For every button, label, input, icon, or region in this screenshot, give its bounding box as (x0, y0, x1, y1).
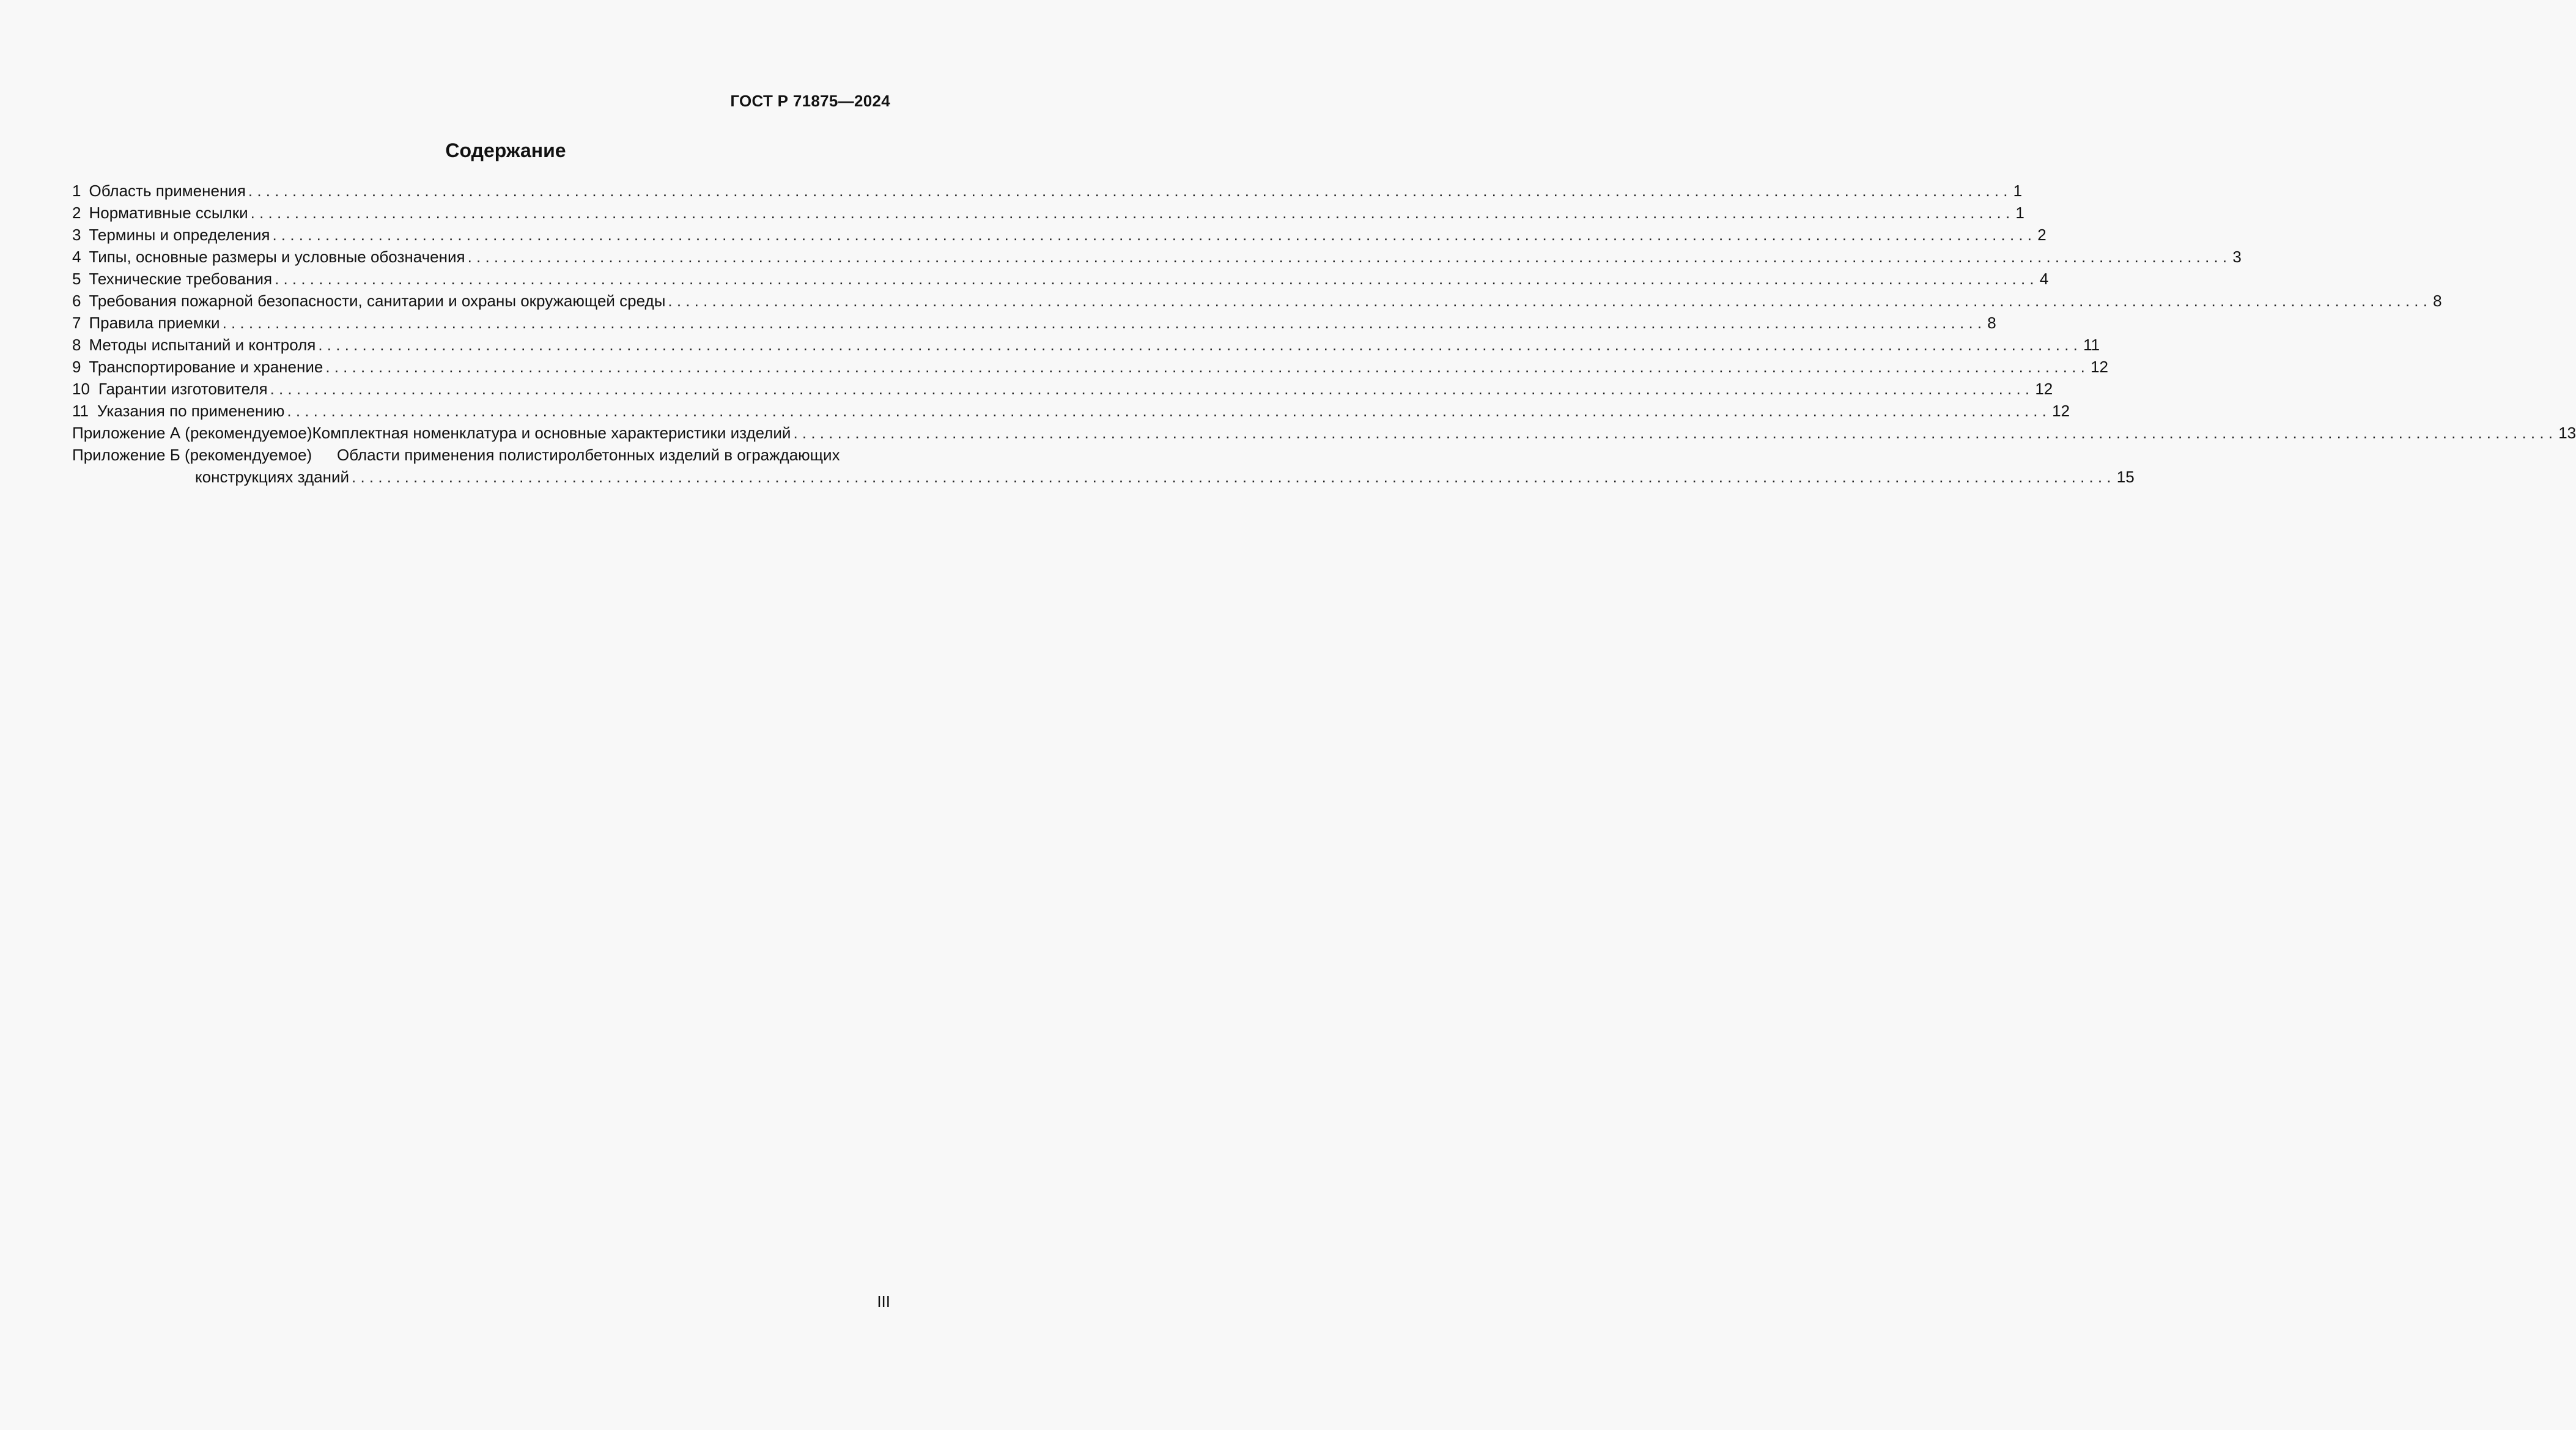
toc-entry-page: 8 (2433, 292, 2442, 310)
toc-appendix-b-continuation[interactable] (72, 466, 2135, 488)
toc-entry-9[interactable] (72, 356, 2108, 378)
toc-entry-label: Методы испытаний и контроля (89, 336, 316, 354)
toc-entry-1[interactable] (72, 180, 2023, 202)
toc-entry-label: Гарантии изготовителя (98, 380, 268, 398)
toc-dot-leader: ........................................................................................................................................................................................................ (222, 314, 1987, 332)
toc-entry-3[interactable] (72, 224, 2046, 246)
toc-entry-page: 1 (2015, 204, 2024, 222)
toc-dot-leader: ........................................................................................................................................................................................................ (250, 204, 2015, 222)
toc-entry-7[interactable] (72, 312, 1996, 334)
toc-entry-8[interactable] (72, 334, 2100, 356)
toc-entry-page: 11 (2083, 336, 2100, 354)
toc-entry-11[interactable] (72, 400, 2070, 422)
toc-entry-number: 9 (72, 358, 81, 376)
toc-entry-number: 8 (72, 336, 81, 354)
toc-dot-leader: ........................................................................................................................................................................................................ (272, 226, 2037, 244)
toc-dot-leader: ........................................................................................................................................................................................................ (793, 424, 2558, 442)
toc-entry-label: Правила приемки (89, 314, 220, 332)
toc-dot-leader: ........................................................................................................................................................................................................ (287, 402, 2051, 420)
toc-entry-5[interactable] (72, 268, 2049, 290)
toc-dot-leader: ........................................................................................................................................................................................................ (275, 270, 2039, 288)
toc-entry-label-line2: конструкциях зданий (195, 468, 350, 486)
toc-entry-label: Область применения (89, 182, 246, 200)
toc-entry-number: 7 (72, 314, 81, 332)
toc-entry-page: 1 (2013, 182, 2023, 200)
toc-dot-leader: ........................................................................................................................................................................................................ (325, 358, 2090, 376)
toc-entry-page: 12 (2052, 402, 2070, 420)
toc-dot-leader: ........................................................................................................................................................................................................ (467, 248, 2232, 266)
toc-entry-label: Типы, основные размеры и условные обозначения (89, 248, 465, 266)
toc-appendix-a[interactable] (72, 422, 2576, 444)
toc-entry-number: 6 (72, 292, 81, 310)
toc-entry-label: Требования пожарной безопасности, санитарии и охраны окружающей среды (89, 292, 666, 310)
toc-entry-page: 13 (2558, 424, 2576, 442)
toc-entry-number: 1 (72, 182, 81, 200)
toc-entry-page: 12 (2035, 380, 2053, 398)
toc-appendix-prefix: Приложение Б (рекомендуемое) (72, 446, 312, 464)
page-number: III (877, 1292, 890, 1311)
toc-entry-label: Технические требования (89, 270, 273, 288)
toc-entry-page: 8 (1987, 314, 1996, 332)
toc-entry-number: 3 (72, 226, 81, 244)
toc-entry-number: 11 (72, 402, 89, 420)
toc-entry-label: Транспортирование и хранение (89, 358, 323, 376)
document-code: ГОСТ Р 71875—2024 (730, 92, 890, 110)
toc-entry-label: Комплектная номенклатура и основные характеристики изделий (312, 424, 791, 442)
toc-entry-number: 10 (72, 380, 90, 398)
toc-entry-number: 4 (72, 248, 81, 266)
toc-entry-page: 12 (2091, 358, 2108, 376)
toc-title: Содержание (445, 139, 566, 161)
toc-entry-page: 2 (2037, 226, 2046, 244)
toc-entry-page: 4 (2039, 270, 2049, 288)
toc-dot-leader: ........................................................................................................................................................................................................ (352, 468, 2116, 486)
toc-entry-label: Указания по применению (97, 402, 285, 420)
toc-entry-label: Термины и определения (89, 226, 270, 244)
toc-entry-page: 15 (2116, 468, 2135, 486)
toc-entry-label: Нормативные ссылки (89, 204, 248, 222)
toc-dot-leader: ........................................................................................................................................................................................................ (248, 182, 2012, 200)
toc-dot-leader: ........................................................................................................................................................................................................ (668, 292, 2432, 310)
toc-entry-label-line1: Области применения полистиролбетонных изделий в ограждающих (337, 446, 840, 464)
toc-dot-leader: ........................................................................................................................................................................................................ (270, 380, 2034, 398)
toc-entry-4[interactable] (72, 246, 2242, 268)
toc-dot-leader: ........................................................................................................................................................................................................ (318, 336, 2083, 354)
toc-entry-2[interactable] (72, 202, 2024, 224)
table-of-contents (72, 180, 2576, 488)
toc-entry-6[interactable] (72, 290, 2442, 312)
toc-appendix-prefix: Приложение А (рекомендуемое) (72, 424, 312, 442)
toc-entry-10[interactable] (72, 378, 2053, 400)
toc-entry-number: 5 (72, 270, 81, 288)
toc-appendix-b[interactable] (72, 444, 890, 466)
toc-entry-number: 2 (72, 204, 81, 222)
toc-entry-page: 3 (2232, 248, 2242, 266)
